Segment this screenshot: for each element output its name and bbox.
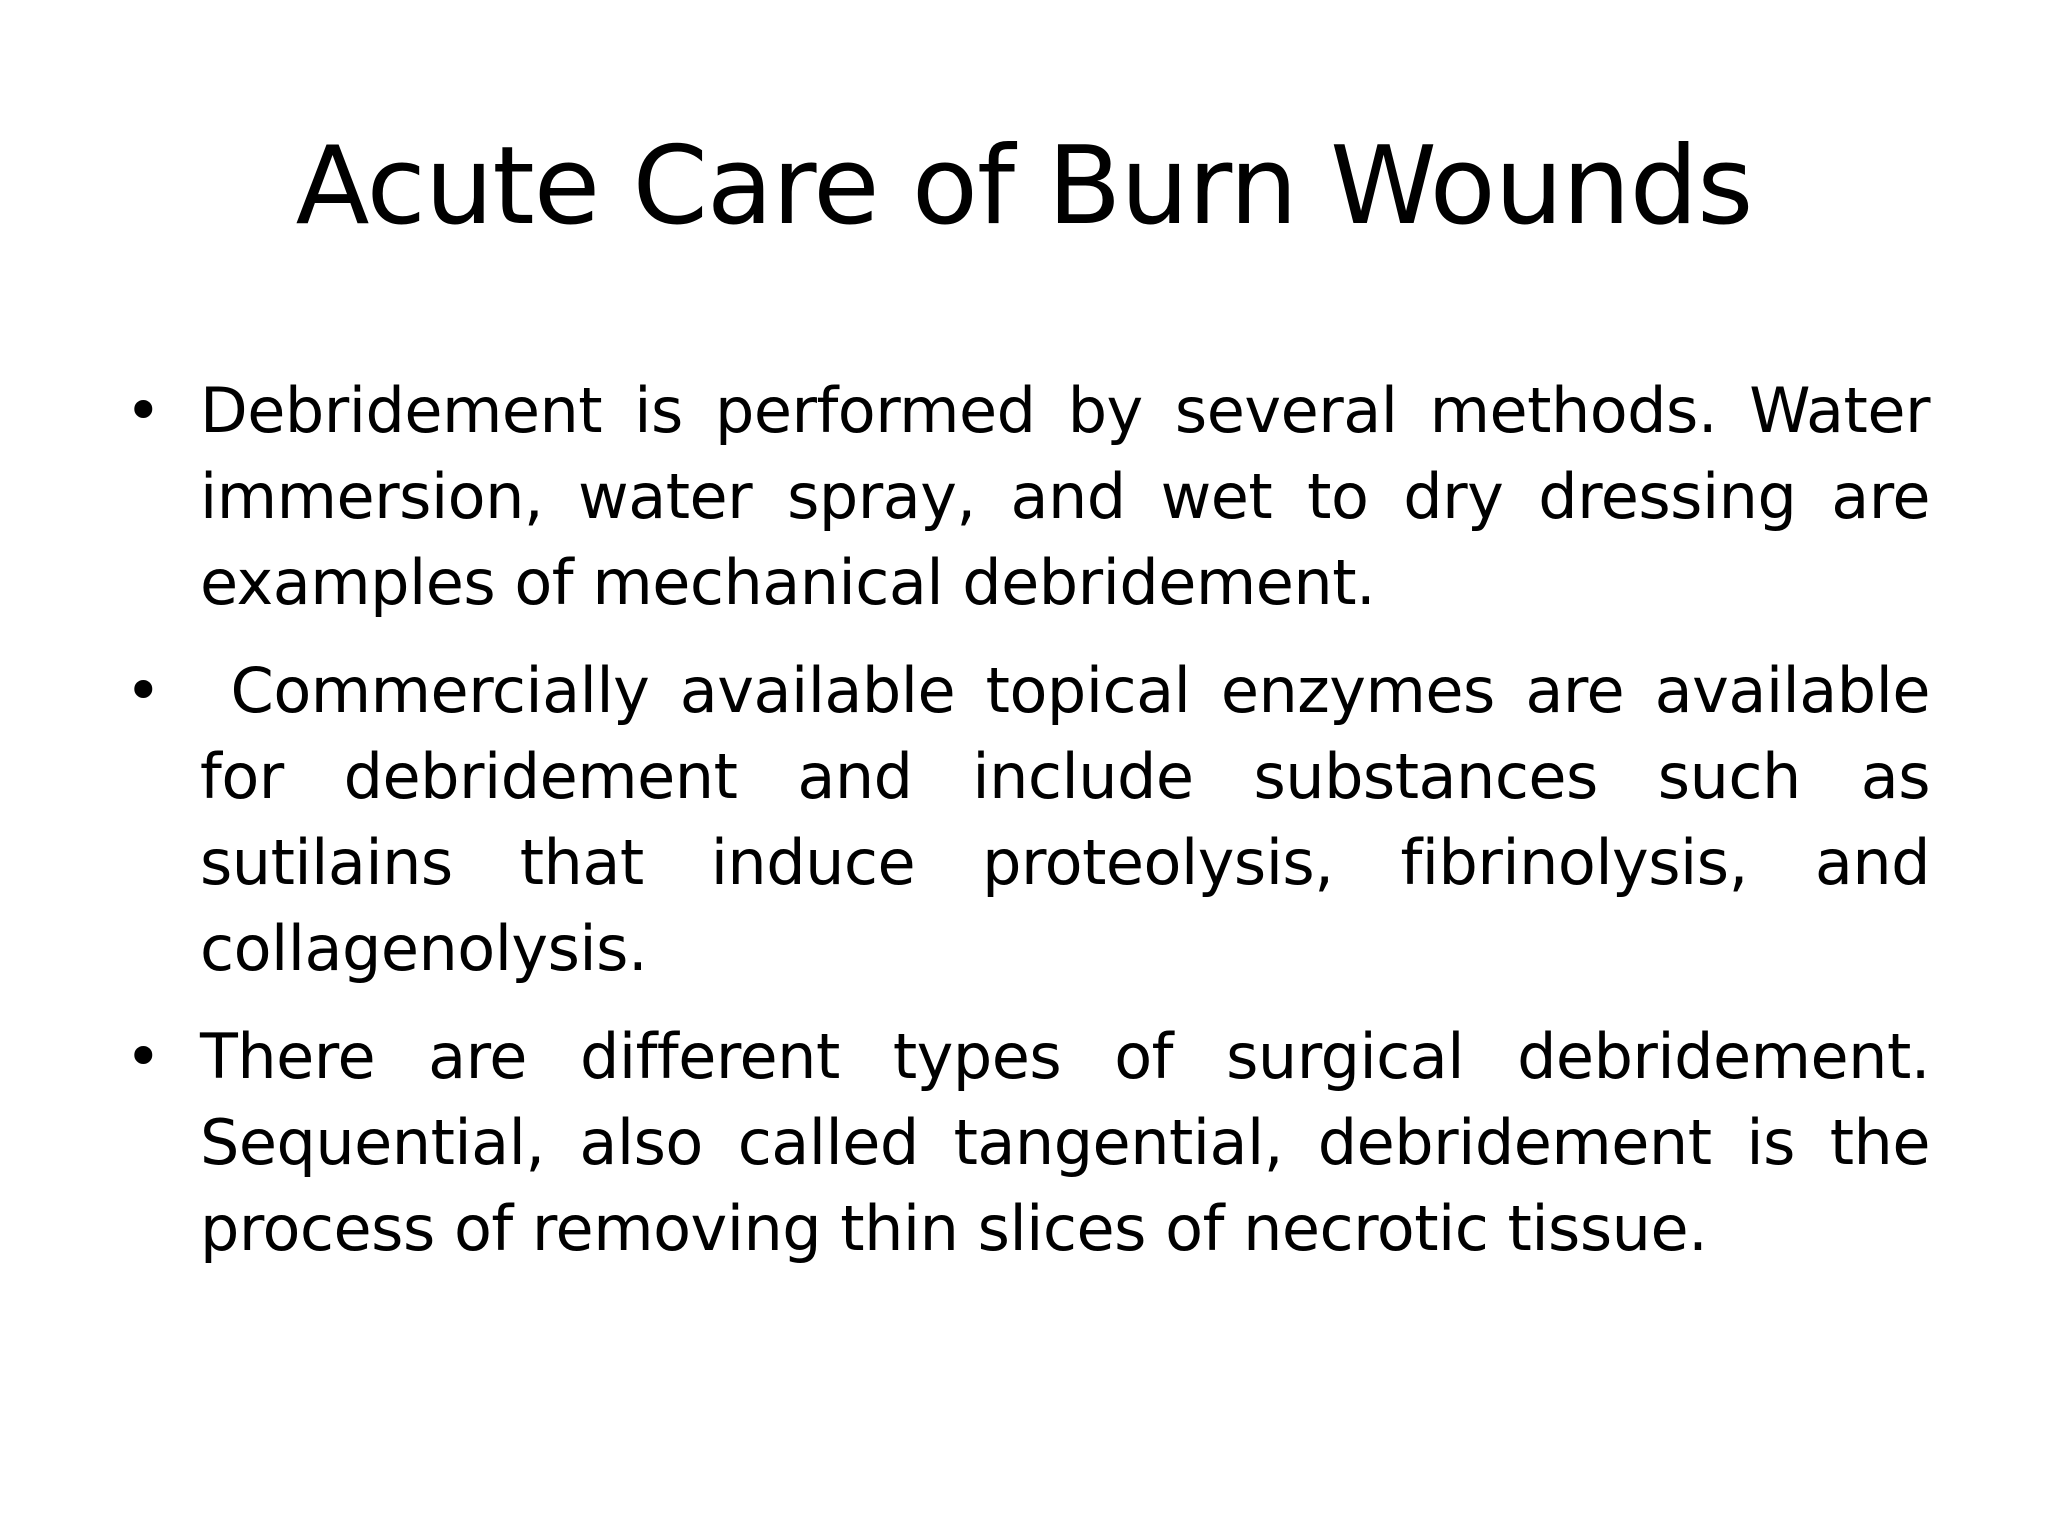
- bullet-icon: •: [125, 1020, 162, 1093]
- bullet-text: Commercially available topical enzymes are available for debridement and include substances such as sutilains that induce proteolysis, fibrinolysis, and collagenolysis.: [200, 654, 1950, 985]
- bullet-text: Debridement is performed by several methods. Water immersion, water spray, and wet to dry dressing are examples of mechanical debridement.: [200, 374, 1930, 619]
- bullet-text: There are different types of surgical debridement. Sequential, also called tangential, debridement is the process of removing thin slices of necrotic tissue.: [200, 1020, 1930, 1265]
- bullet-list: [125, 368, 1950, 1294]
- bullet-item: [125, 368, 1930, 626]
- bullet-item: [125, 648, 1950, 992]
- bullet-item: [125, 1014, 1930, 1272]
- bullet-icon: •: [125, 654, 162, 727]
- bullet-icon: •: [125, 374, 162, 447]
- slide-title: Acute Care of Burn Wounds: [295, 124, 1753, 249]
